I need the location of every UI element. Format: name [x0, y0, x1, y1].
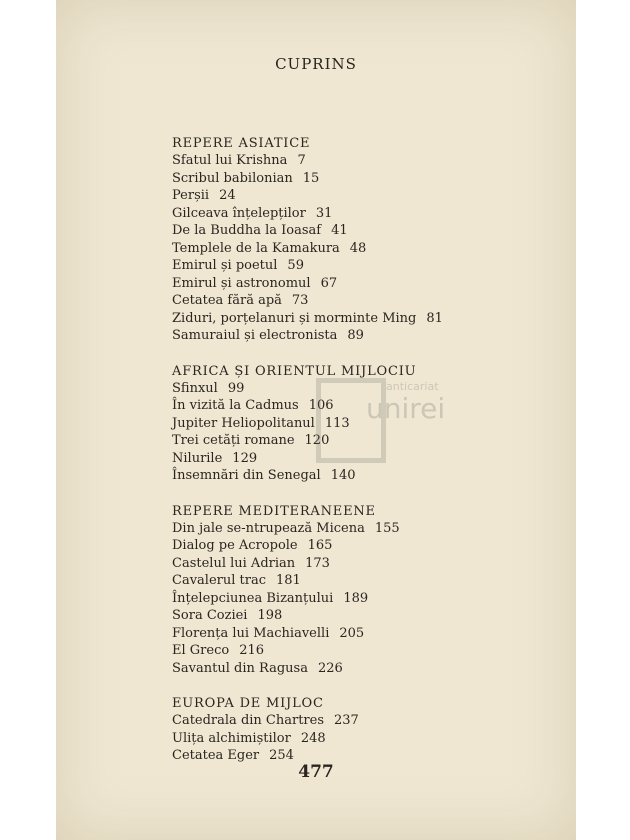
entry-page: 248 [300, 730, 326, 746]
entry-title: Ulița alchimiștilor [172, 730, 291, 746]
entry-title: Sora Coziei [172, 608, 248, 623]
entry-page: 73 [291, 293, 309, 308]
entry-page: 216 [239, 643, 265, 658]
entry-page: 81 [426, 310, 443, 326]
entry-page: 24 [219, 188, 236, 203]
entry-page: 15 [302, 170, 320, 186]
entry-title: Emirul și astronomul [172, 275, 311, 291]
toc-entry [172, 432, 552, 450]
entry-page: 7 [297, 153, 306, 168]
entry-page: 198 [257, 608, 283, 623]
toc-entry [172, 537, 552, 555]
entry-page: 254 [269, 748, 294, 763]
entry-page: 48 [349, 240, 367, 256]
section-title: AFRICA ȘI ORIENTUL MIJLOCIU [172, 363, 417, 379]
table-of-contents [172, 135, 552, 783]
toc-entry [172, 152, 552, 170]
entry-title: Ziduri, porțelanuri și morminte Ming [172, 310, 417, 326]
toc-section-central-europe [172, 695, 552, 765]
section-title: REPERE MEDITERANEENE [172, 503, 376, 519]
toc-entry [172, 520, 552, 538]
entry-title: Dialog pe Acropole [172, 538, 298, 553]
toc-entry [172, 205, 552, 223]
entry-page: 41 [331, 223, 348, 238]
entry-title: Catedrala din Chartres [172, 713, 325, 728]
page-number: 477 [298, 762, 334, 782]
book-page [56, 0, 576, 840]
entry-page: 31 [315, 205, 333, 221]
entry-page: 181 [276, 573, 301, 588]
entry-page: 226 [317, 660, 343, 676]
entry-page: 173 [305, 555, 330, 571]
toc-entry [172, 240, 552, 258]
entry-title: Jupiter Heliopolitanul [172, 415, 315, 431]
entry-title: Însemnări din Senegal [172, 468, 321, 483]
toc-entry [172, 397, 552, 415]
toc-section-africa [172, 363, 552, 485]
entry-title: Cavalerul trac [172, 573, 266, 588]
toc-entry [172, 555, 552, 573]
toc-entry [172, 625, 552, 643]
entry-title: Înțelepciunea Bizanțului [172, 590, 334, 606]
section-title: EUROPA DE MIJLOC [172, 696, 324, 711]
toc-entry [172, 257, 552, 275]
toc-section-mediterranean [172, 503, 552, 678]
entry-page: 155 [374, 520, 400, 536]
entry-title: Emirul și poetul [172, 258, 278, 273]
toc-entry [172, 730, 552, 748]
entry-page: 120 [304, 433, 330, 448]
entry-title: Florența lui Machiavelli [172, 625, 330, 641]
entry-page: 113 [324, 415, 350, 431]
page-title: CUPRINS [275, 55, 357, 73]
entry-title: Nilurile [172, 450, 223, 466]
entry-page: 129 [232, 450, 258, 466]
toc-entry [172, 712, 552, 730]
entry-title: Gilceava înțelepților [172, 205, 306, 221]
toc-entry [172, 415, 552, 433]
entry-page: 59 [287, 258, 304, 273]
toc-entry [172, 222, 552, 240]
entry-title: Scribul babilonian [172, 170, 293, 186]
toc-entry [172, 310, 552, 328]
entry-title: Sfatul lui Krishna [172, 153, 288, 168]
toc-entry [172, 292, 552, 310]
toc-entry [172, 327, 552, 345]
watermark-top-text: anticariat [386, 380, 439, 393]
entry-title: Trei cetăți romane [172, 433, 295, 448]
entry-page: 140 [330, 468, 356, 483]
entry-title: Castelul lui Adrian [172, 555, 296, 571]
toc-entry [172, 572, 552, 590]
toc-entry [172, 642, 552, 660]
entry-title: El Greco [172, 643, 230, 658]
entry-title: Sfinxul [172, 380, 218, 396]
entry-title: De la Buddha la Ioasaf [172, 223, 322, 238]
toc-entry [172, 450, 552, 468]
toc-entry [172, 170, 552, 188]
entry-page: 99 [227, 380, 245, 396]
toc-entry [172, 187, 552, 205]
entry-title: Savantul din Ragusa [172, 660, 308, 676]
entry-page: 89 [347, 328, 364, 343]
entry-title: Samuraiul și electronista [172, 328, 338, 343]
entry-page: 205 [339, 625, 365, 641]
entry-page: 189 [343, 590, 369, 606]
toc-section-asia [172, 135, 552, 345]
entry-title: Perșii [172, 188, 210, 203]
entry-page: 237 [334, 713, 359, 728]
entry-page: 67 [320, 275, 338, 291]
toc-entry [172, 607, 552, 625]
toc-entry [172, 660, 552, 678]
entry-title: Templele de la Kamakura [172, 240, 340, 256]
toc-entry [172, 275, 552, 293]
entry-title: Din jale se-ntrupează Micena [172, 520, 365, 536]
entry-title: Cetatea Eger [172, 748, 260, 763]
toc-entry [172, 590, 552, 608]
entry-page: 106 [308, 398, 334, 413]
entry-title: Cetatea fără apă [172, 293, 282, 308]
section-title: REPERE ASIATICE [172, 136, 311, 151]
entry-title: În vizită la Cadmus [172, 398, 299, 413]
entry-page: 165 [307, 538, 333, 553]
toc-entry [172, 467, 552, 485]
watermark-main-text: unirei [366, 392, 446, 425]
toc-entry [172, 380, 552, 398]
